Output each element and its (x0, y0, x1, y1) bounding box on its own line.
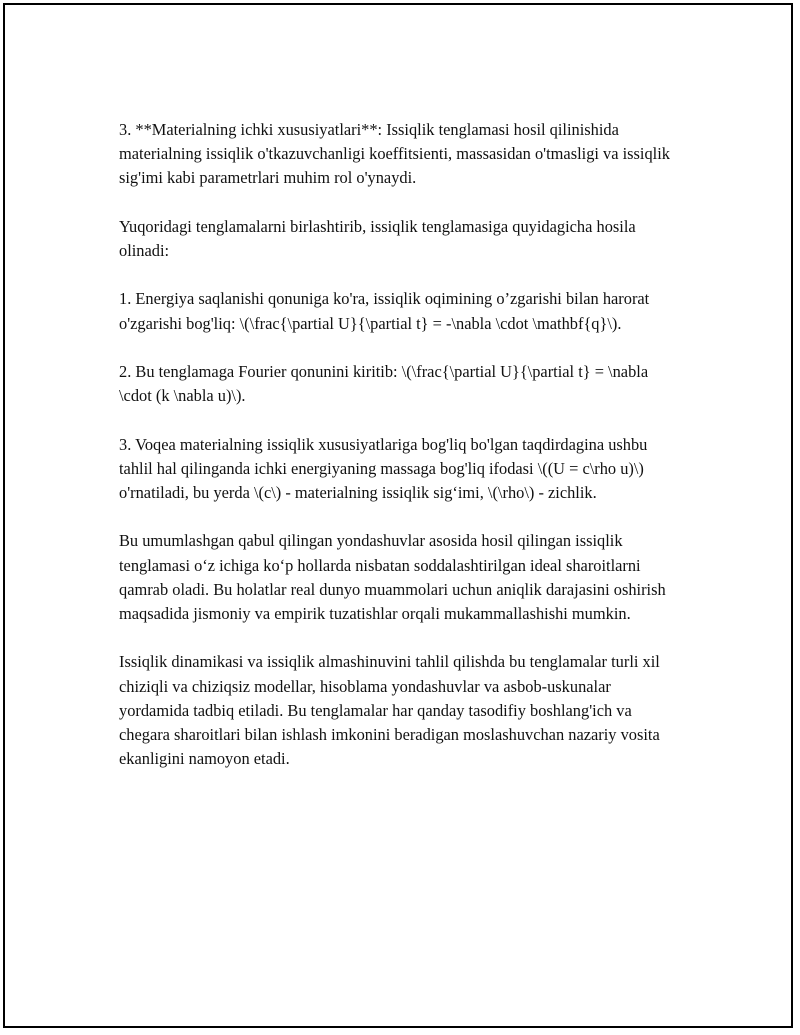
paragraph-step-3: 3. Voqea materialning issiqlik xususiyatlariga bog'liq bo'lgan taqdirdagina ushbu tahlil hal qilinganda ichki energiyaning massaga bog'liq ifodasi \((U = c\rho u)\) o'rnatiladi, bu yerda \(c\) - materialning issiqlik sig‘imi, \(\rho\) - zichlik. (119, 434, 648, 502)
paragraph-material-properties: 3. **Materialning ichki xususiyatlari**: Issiqlik tenglamasi hosil qilinishida materialning issiqlik o'tkazuvchanligi koeffitsienti, massasidan o'tmasligi va issiqlik sig'imi kabi parametrlari muhim rol o'ynaydi. (119, 120, 670, 188)
paragraph-generalization: Bu umumlashgan qabul qilingan yondashuvlar asosida hosil qilingan issiqlik tenglamasi o‘z ichiga ko‘p hollarda nisbatan soddalashtirilgan ideal sharoitlarni qamrab oladi. Bu holatlar real dunyo muammolari uchun aniqlik darajasini oshirish maqsadida jismoniy va empirik tuzatishlar orqali mukammallashishi mumkin. (119, 531, 666, 623)
paragraph-derivation-intro: Yuqoridagi tenglamalarni birlashtirib, issiqlik tenglamasiga quyidagicha hosila olinadi: (119, 216, 636, 260)
paragraph-step-1: 1. Energiya saqlanishi qonuniga ko'ra, issiqlik oqimining o’zgarishi bilan harorat o'zgarishi bog'liq: \(\frac{\partial U}{\partial t} = -\nabla \cdot \mathbf{q}\). (119, 289, 650, 333)
paragraph-step-2: 2. Bu tenglamaga Fourier qonunini kiritib: \(\frac{\partial U}{\partial t} = \nabla \cdot (k \nabla u)\). (119, 361, 649, 406)
document-body (119, 118, 679, 796)
paragraph-applications: Issiqlik dinamikasi va issiqlik almashinuvini tahlil qilishda bu tenglamalar turli xil chiziqli va chiziqsiz modellar, hisoblama yondashuvlar va asbob-uskunalar yordamida tadbiq etiladi. Bu tenglamalar har qanday tasodifiy boshlang'ich va chegara sharoitlari bilan ishlash imkonini beradigan moslashuvchan nazariy vosita ekanligini namoyon etadi. (119, 652, 660, 769)
